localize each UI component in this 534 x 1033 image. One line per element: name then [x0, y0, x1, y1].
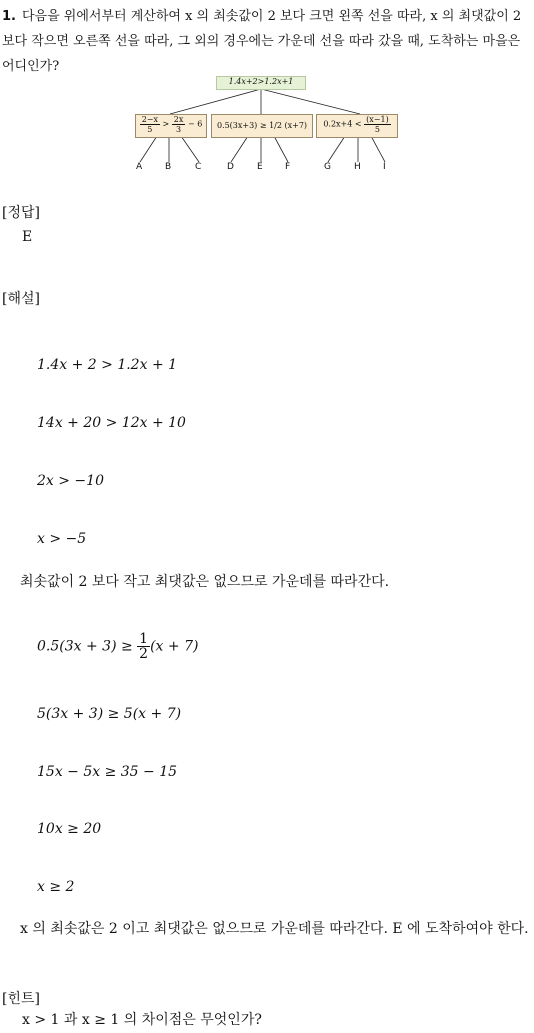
right-condition-lhs: 0.2x+4 < — [323, 119, 362, 129]
equation-5 — [37, 632, 198, 661]
leaf-g: G — [324, 162, 331, 172]
middle-condition-box — [211, 114, 313, 138]
equation-3: 2x > −10 — [37, 473, 104, 489]
equation-5-frac-den: 2 — [139, 646, 149, 662]
left-box-const: 6 — [197, 119, 203, 129]
hint-label: [힌트] — [2, 991, 40, 1007]
answer-value: E — [22, 229, 33, 245]
equation-7: 15x − 5x ≥ 35 − 15 — [37, 764, 178, 780]
answer-label: [정답] — [2, 205, 40, 221]
left-condition-box: $\frac{2-x}{5}$ > $\frac{2x}{3}$ − 6 — [135, 114, 207, 138]
right-frac-num: (x−1) — [366, 115, 389, 124]
equation-2: 14x + 20 > 12x + 10 — [37, 415, 186, 431]
equation-4: x > −5 — [37, 531, 87, 547]
left-frac1-den: 5 — [147, 125, 153, 134]
equation-5-frac-num: 1 — [139, 631, 149, 647]
problem-number: 1. — [2, 9, 16, 24]
leaf-a: A — [136, 162, 143, 172]
left-frac2-num: 2x — [173, 115, 184, 124]
middle-condition-text: 0.5(3x+3) ≥ 1/2 (x+7) — [216, 121, 308, 130]
explanation-label: [해설] — [2, 291, 40, 307]
leaf-d: D — [227, 162, 234, 172]
hint-text: x > 1 과 x ≥ 1 의 차이점은 무엇인가? — [22, 1012, 262, 1028]
explanation-note-2: x 의 최솟값은 2 이고 최댓값은 없으므로 가운데를 따라간다. E 에 도착하여야 한다. — [20, 921, 529, 937]
right-frac-den: 5 — [374, 125, 380, 134]
problem-statement: 다음을 위에서부터 계산하여 x 의 최솟값이 2 보다 크면 왼쪽 선을 따라, x 의 최댓값이 2 보다 작으면 오른쪽 선을 따라, 그 외의 경우에는 가운데 선을 따라 갔을 때, 도착하는 마을은 어디인가? — [2, 9, 522, 74]
left-frac2-den: 3 — [176, 125, 182, 134]
equation-9: x ≥ 2 — [37, 879, 75, 895]
equation-1: 1.4x + 2 > 1.2x + 1 — [37, 357, 178, 373]
leaf-h: H — [354, 162, 361, 172]
problem-text — [2, 4, 532, 79]
leaf-b: B — [165, 162, 172, 172]
equation-5-left: 0.5(3x + 3) ≥ — [37, 638, 133, 655]
equation-6: 5(3x + 3) ≥ 5(x + 7) — [37, 706, 182, 722]
leaf-i: I — [383, 162, 386, 172]
equation-8: 10x ≥ 20 — [37, 821, 102, 837]
decision-tree-diagram — [130, 74, 400, 174]
top-condition-text: 1.4x+2>1.2x+1 — [228, 77, 294, 86]
leaf-c: C — [195, 162, 202, 172]
leaf-e: E — [257, 162, 263, 172]
right-condition-box — [316, 114, 398, 138]
equation-5-right: (x + 7) — [150, 638, 199, 655]
left-frac1-num: 2−x — [141, 115, 158, 124]
top-condition-box — [216, 76, 306, 90]
leaf-f: F — [285, 162, 291, 172]
explanation-note-1: 최솟값이 2 보다 작고 최댓값은 없으므로 가운데를 따라간다. — [20, 574, 390, 590]
